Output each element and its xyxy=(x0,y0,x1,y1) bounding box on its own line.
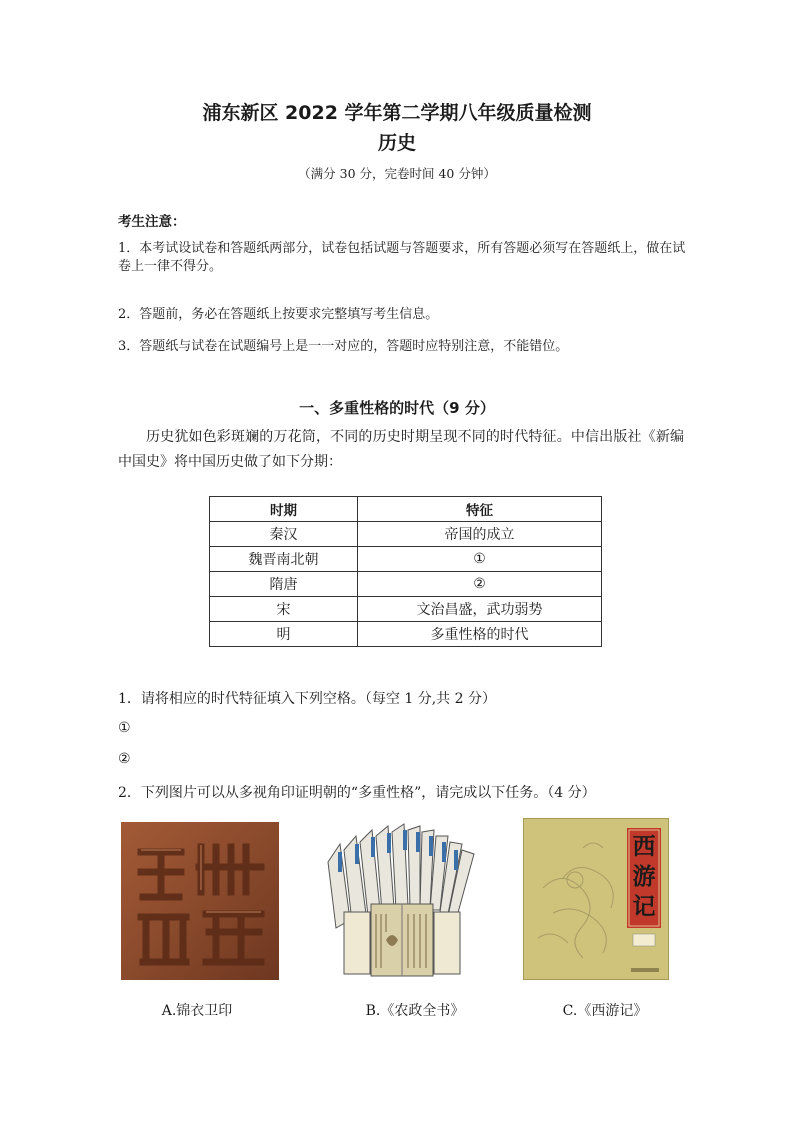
table-row xyxy=(210,547,602,572)
cover-char: 西 xyxy=(632,834,656,860)
table-cell: 隋唐 xyxy=(210,572,358,597)
notice-heading: 考生注意： xyxy=(118,214,186,230)
table-row xyxy=(210,572,602,597)
table-cell: ② xyxy=(358,572,602,597)
table-header-row xyxy=(210,497,602,522)
answer-blank-2: ② xyxy=(118,751,131,767)
exam-meta: （满分 30 分，完卷时间 40 分钟） xyxy=(298,166,496,181)
table-cell: 明 xyxy=(210,622,358,647)
table-cell: 文治昌盛，武功弱势 xyxy=(358,597,602,622)
caption-a: A.锦衣卫印 xyxy=(161,1003,233,1019)
books-image xyxy=(316,822,486,980)
answer-blank-1: ① xyxy=(118,720,131,736)
cover-char: 记 xyxy=(632,894,656,920)
period-table xyxy=(209,496,602,647)
question-2: 2．下列图片可以从多视角印证明朝的“多重性格”，请完成以下任务。（4 分） xyxy=(118,785,596,801)
notice-item-3: 3．答题纸与试卷在试题编号上是一一对应的，答题时应特别注意，不能错位。 xyxy=(118,339,569,354)
table-row xyxy=(210,597,602,622)
seal-image xyxy=(121,822,279,980)
table-cell: ① xyxy=(358,547,602,572)
exam-title: 浦东新区 2022 学年第二学期八年级质量检测 xyxy=(202,102,592,124)
exam-subject: 历史 xyxy=(377,132,416,154)
table-cell: 宋 xyxy=(210,597,358,622)
table-cell: 多重性格的时代 xyxy=(358,622,602,647)
cover-char: 游 xyxy=(632,864,656,890)
caption-c: C.《西游记》 xyxy=(562,1003,648,1019)
table-cell: 魏晋南北朝 xyxy=(210,547,358,572)
table-header: 时期 xyxy=(210,497,358,522)
notice-item-1: 1．本考试设试卷和答题纸两部分，试卷包括试题与答题要求，所有答题必须写在答题纸上，做在试卷上一律不得分。 xyxy=(118,241,686,274)
table-row xyxy=(210,622,602,647)
section-title: 一、多重性格的时代（9 分） xyxy=(299,399,495,417)
table-cell: 秦汉 xyxy=(210,522,358,547)
table-header: 特征 xyxy=(358,497,602,522)
caption-b: B.《农政全书》 xyxy=(365,1003,465,1019)
section-intro: 历史犹如色彩斑斓的万花筒，不同的历史时期呈现不同的时代特征。中信出版社《新编中国史》将中国历史做了如下分期： xyxy=(118,429,684,470)
notice-item-2: 2．答题前，务必在答题纸上按要求完整填写考生信息。 xyxy=(118,307,439,322)
table-cell: 帝国的成立 xyxy=(358,522,602,547)
book-cover-image xyxy=(523,818,669,980)
table-row xyxy=(210,522,602,547)
question-1: 1．请将相应的时代特征填入下列空格。（每空 1 分,共 2 分） xyxy=(118,691,496,707)
cover-title xyxy=(627,832,661,922)
